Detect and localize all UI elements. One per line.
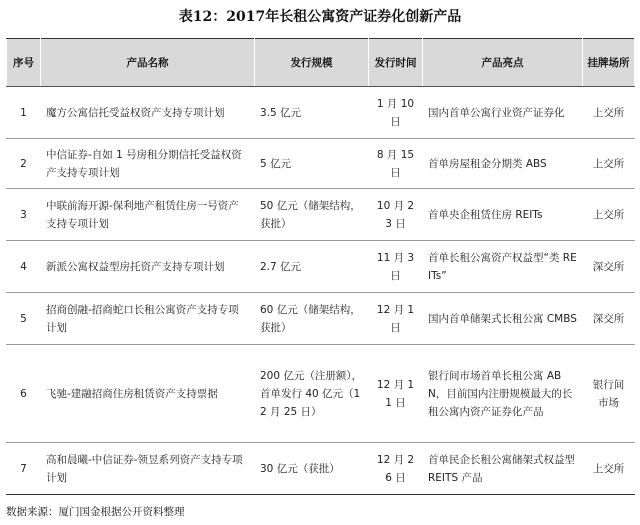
table-row <box>7 443 635 495</box>
cell-exchange: 银行间市场 <box>583 345 635 443</box>
cell-features: 首单长租公寓资产权益型“类 REITs” <box>423 241 583 293</box>
cell-no: 7 <box>7 443 41 495</box>
table-row <box>7 293 635 345</box>
cell-date: 1 月 10 日 <box>369 87 423 139</box>
cell-name: 招商创融-招商蛇口长租公寓资产支持专项计划 <box>41 293 255 345</box>
cell-features: 国内首单公寓行业资产证券化 <box>423 87 583 139</box>
cell-exchange: 上交所 <box>583 87 635 139</box>
cell-no: 3 <box>7 189 41 241</box>
cell-exchange: 上交所 <box>583 189 635 241</box>
table-title: 表12：2017年长租公寓资产证券化创新产品 <box>178 9 462 25</box>
cell-no: 4 <box>7 241 41 293</box>
cell-date: 12 月 11 日 <box>369 345 423 443</box>
cell-name: 新派公寓权益型房托资产支持专项计划 <box>41 241 255 293</box>
cell-exchange: 深交所 <box>583 293 635 345</box>
cell-name: 高和晨曦-中信证券-领昱系列资产支持专项计划 <box>41 443 255 495</box>
cell-name: 魔方公寓信托受益权资产支持专项计划 <box>41 87 255 139</box>
table-row <box>7 345 635 443</box>
cell-no: 1 <box>7 87 41 139</box>
table-row <box>7 241 635 293</box>
cell-no: 2 <box>7 139 41 189</box>
cell-features: 首单民企长租公寓储架式权益型 REITS 产品 <box>423 443 583 495</box>
table-header-row <box>7 39 635 87</box>
source-note: 数据来源：厦门国金根据公开资料整理 <box>6 506 185 518</box>
cell-size: 3.5 亿元 <box>255 87 369 139</box>
cell-no: 6 <box>7 345 41 443</box>
header-no: 序号 <box>7 39 41 87</box>
header-exchange: 挂牌场所 <box>583 39 635 87</box>
cell-size: 50 亿元（储架结构，获批） <box>255 189 369 241</box>
cell-date: 11 月 3 日 <box>369 241 423 293</box>
product-table <box>6 38 635 495</box>
cell-size: 60 亿元（储架结构，获批） <box>255 293 369 345</box>
cell-name: 飞驰-建融招商住房租赁资产支持票据 <box>41 345 255 443</box>
cell-date: 12 月 26 日 <box>369 443 423 495</box>
cell-features: 首单央企租赁住房 REITs <box>423 189 583 241</box>
table-row <box>7 189 635 241</box>
cell-features: 国内首单储架式长租公寓 CMBS <box>423 293 583 345</box>
header-date: 发行时间 <box>369 39 423 87</box>
cell-date: 8 月 15 日 <box>369 139 423 189</box>
cell-no: 5 <box>7 293 41 345</box>
cell-features: 首单房屋租金分期类 ABS <box>423 139 583 189</box>
cell-exchange: 上交所 <box>583 443 635 495</box>
table-row <box>7 139 635 189</box>
cell-size: 2.7 亿元 <box>255 241 369 293</box>
cell-date: 12 月 1 日 <box>369 293 423 345</box>
cell-features: 银行间市场首单长租公寓 ABN，目前国内注册规模最大的长租公寓内资产证券化产品 <box>423 345 583 443</box>
cell-size: 200 亿元（注册额），首单发行 40 亿元（12 月 25 日） <box>255 345 369 443</box>
cell-size: 5 亿元 <box>255 139 369 189</box>
header-name: 产品名称 <box>41 39 255 87</box>
header-size: 发行规模 <box>255 39 369 87</box>
cell-size: 30 亿元（获批） <box>255 443 369 495</box>
cell-name: 中信证券-自如 1 号房租分期信托受益权资产支持专项计划 <box>41 139 255 189</box>
cell-date: 10 月 23 日 <box>369 189 423 241</box>
cell-exchange: 上交所 <box>583 139 635 189</box>
cell-exchange: 深交所 <box>583 241 635 293</box>
cell-name: 中联前海开源-保利地产租赁住房一号资产支持专项计划 <box>41 189 255 241</box>
table-row <box>7 87 635 139</box>
header-features: 产品亮点 <box>423 39 583 87</box>
